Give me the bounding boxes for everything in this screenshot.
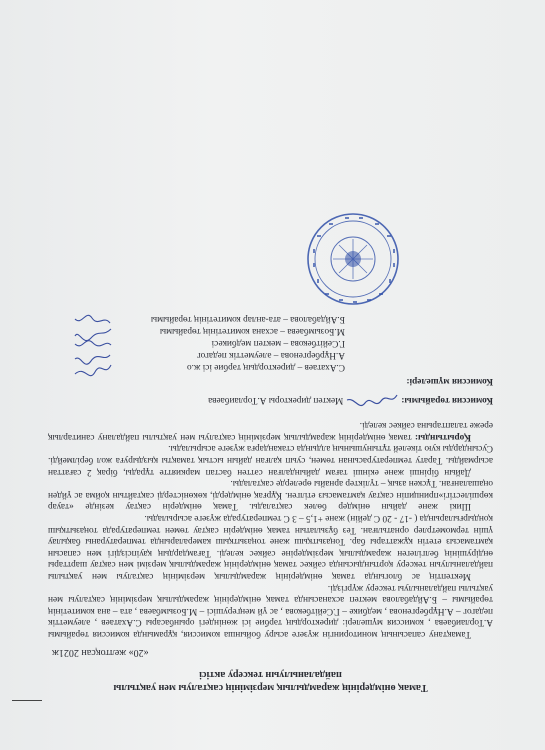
paragraph-1: Тамақтану сапасының мониторингін жүзеге асыру бойынша комиссия, құрамында комиссия төрайымы А.Торлаибаева , комиссия мүшелері: директордың тәрбие ісі жөніндегі орынбасары С.Ахатаев , әлеуметтік педагог – А.Нұрбергенова , медбике – Г.Сейітбекова , ас үй меңгерушісі – М.Бозымбаева , ата – ана комитетінің төрайымы – Б.Айдабалова мектеп асханасында тамақ өнімдерінің жарамдылық мерзімінің сақталуы мен уақтылы пайдаланылуы тексеру жүргізді.: [48, 582, 493, 639]
member-text: С.Ахатаев – директордың тәрбие ісі ж.о: [186, 361, 345, 372]
paragraph-2: Мектептің ас блогында тамақ өнімдерінің жарамдылық мерзімінің сақталуы мен уақтылы пайдаланылуын тексеру қортындысында сәйкес тамақ өнімдерінің жарамдылық мерзімі мен сақтау шарттары өндірушінің белгілеген жарамдылық мерзімдеріне сәйкес келеді. Тағамдардың қауіпсіздігі мен сапасын қамтамасыз ететін құжаттары бар. Тоңазытқыш және тоңазытқыш камераларында температураны бақылау үшін термометрлер орнатылған. Тез бұзылатын тамақ өнімдерін сақтау төмен температурада тоңазытқыш қондырғыларында ( -17 - 20 С дейін) және +1,5 – 3 С температурада жүзеге асырылады.: [48, 513, 493, 582]
conclusion: [48, 419, 493, 442]
member-text: М.Бозымбаева – асхана комитетінің төрайымы: [159, 325, 345, 336]
document-date: «20» желтоқсан 2021ж: [52, 647, 149, 658]
paragraph-3: Шикі және дайын өнімдер бөлек сақталады. Тамақ өнімдерін сақтау кезінде «тауар көршілестігі»принципін сақтау қамтамасыз етілген. Құрғақ өнімдерді, көкөністерді сақтайтын қойма ас үйден оңашаланған. Тұскен азық – түліктер арнайы өрелерде сақталады.: [48, 478, 493, 512]
member-signature: [73, 313, 113, 329]
title-line-2: пайдаланылуын тексеру актісі: [199, 669, 342, 680]
document-content: [48, 313, 493, 694]
conclusion-label: Қорытынды:: [414, 431, 471, 442]
chair-row: [48, 393, 493, 407]
member-text: Г.Сейітбекова – мектеп медбикесі: [211, 337, 345, 348]
document-title: [48, 668, 493, 694]
members-list: [48, 313, 493, 373]
member-text: Б.Айдабалова – ата-анлар комитетінің төрайымы: [150, 313, 345, 324]
conclusion-text: тамақ өнімдерінің жарамдылық мерзімінің сақталуы мен уақтылы пайдалану санитарлық ереже талаптарына сәйкес келеді.: [48, 420, 493, 442]
round-seal-stamp: [305, 211, 401, 307]
chair-text: Мектеп директоры А.Торлаибаева: [208, 394, 344, 405]
member-row: [48, 313, 345, 325]
member-text: А.Нұрбергенова – әлеуметтік педагог: [196, 349, 345, 360]
chair-signature: [343, 393, 401, 407]
paragraph-4: Дайын бірінші және екінші тағам дайындалған сәттен бастап маркиятте тұрады, бірақ 2 сағаттан асырмайды. Тарату температурасынан төмен, суып қалған дайын ыстық тамақты қыздыруға жол берілмейді. Сусындарды кую тікелей тұтынушының алдында стакандарға жүзеге асырылады.: [48, 443, 493, 477]
chair-label: Комиссия төрайымы:: [401, 394, 493, 405]
members-label: Комиссия мүшелері:: [406, 375, 493, 386]
document-body: [48, 419, 493, 639]
title-line-1: Тамақ өнімдерінің жарамдылық мерзімінің сақталуы мен уақтылы: [113, 682, 428, 693]
signature-block: [48, 313, 493, 407]
